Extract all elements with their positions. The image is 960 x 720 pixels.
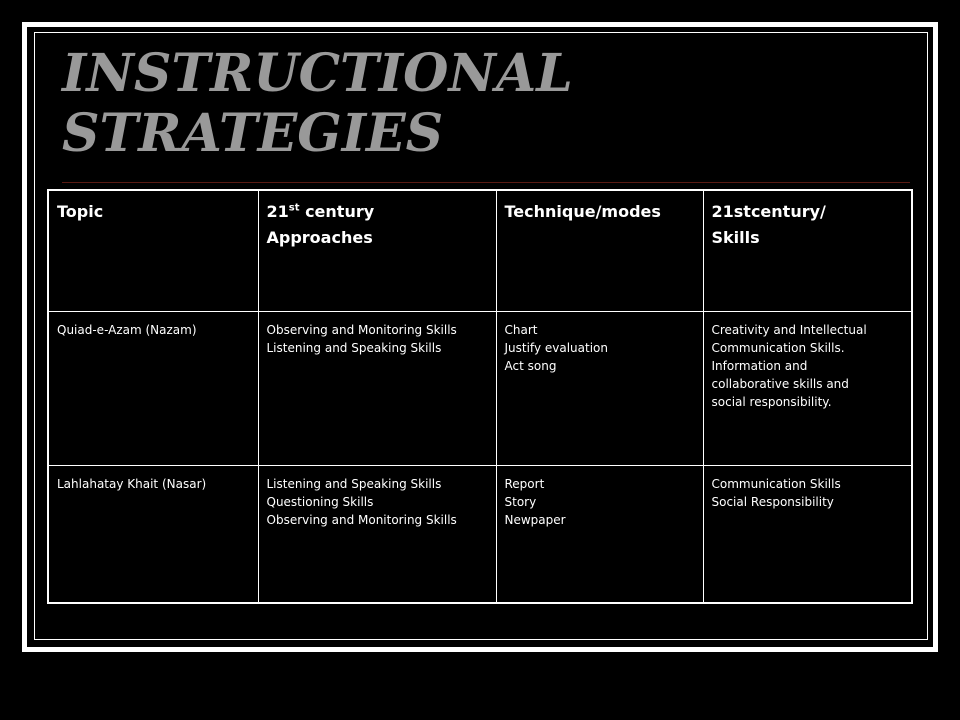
header-approaches-superscript: st (288, 202, 300, 214)
technique-line: Newpaper (504, 512, 566, 527)
skill-line: social responsibility. (711, 394, 832, 409)
cell-topic: Quiad-e-Azam (Nazam) (48, 311, 258, 465)
skill-line: Creativity and Intellectual (711, 322, 867, 337)
technique-line: Act song (504, 358, 557, 373)
header-skills-line-2: Skills (711, 228, 760, 247)
header-approaches-line-2: Approaches (266, 228, 373, 247)
skill-line: Social Responsibility (711, 494, 834, 509)
cell-techniques (496, 465, 703, 603)
approach-line: Listening and Speaking Skills (266, 340, 442, 355)
skill-line: Information and (711, 358, 808, 373)
header-skills (703, 190, 912, 311)
skill-line: Communication Skills. (711, 340, 845, 355)
approach-line: Observing and Monitoring Skills (266, 512, 457, 527)
slide-title (62, 44, 573, 164)
title-line-1: INSTRUCTIONAL (62, 43, 573, 104)
cell-skills (703, 311, 912, 465)
technique-line: Story (504, 494, 537, 509)
header-approaches-prefix: 21 (266, 202, 289, 221)
header-approaches-suffix: century (299, 202, 375, 221)
cell-approaches (258, 311, 496, 465)
header-approaches-line-1 (267, 199, 488, 225)
skill-line: collaborative skills and (711, 376, 849, 391)
technique-line: Justify evaluation (504, 340, 608, 355)
approach-line: Questioning Skills (266, 494, 374, 509)
title-line-2: STRATEGIES (62, 103, 444, 164)
cell-approaches (258, 465, 496, 603)
cell-topic: Lahlahatay Khait (Nasar) (48, 465, 258, 603)
technique-line: Chart (504, 322, 538, 337)
approach-line: Observing and Monitoring Skills (266, 322, 457, 337)
header-row (48, 190, 912, 311)
strategies-table (47, 189, 913, 604)
header-technique: Technique/modes (496, 190, 703, 311)
table-row (48, 311, 912, 465)
header-skills-line-1: 21stcentury/ (711, 202, 826, 221)
header-approaches (258, 190, 496, 311)
skill-line: Communication Skills (711, 476, 841, 491)
cell-techniques (496, 311, 703, 465)
header-topic: Topic (48, 190, 258, 311)
cell-skills (703, 465, 912, 603)
title-divider (62, 182, 910, 183)
approach-line: Listening and Speaking Skills (266, 476, 442, 491)
table-row (48, 465, 912, 603)
technique-line: Report (504, 476, 545, 491)
